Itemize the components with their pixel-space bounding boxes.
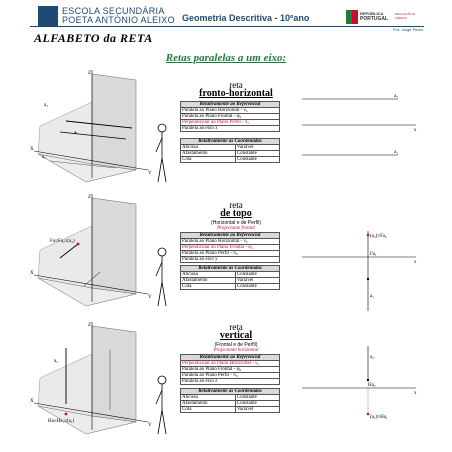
epure3-mid-label: Ha₂	[368, 383, 376, 388]
coord-value: Constante	[235, 157, 279, 163]
observer-figure-icon	[156, 124, 166, 182]
line1-label: reta	[229, 80, 243, 90]
coord-value: Constante	[235, 395, 279, 401]
fig3-y-label: Y	[148, 423, 152, 428]
ref-row: Perpendicular ao Plano Horizontal - ν₀	[181, 361, 280, 367]
coord-key: Abcissa	[181, 272, 236, 278]
epure2-bottom-label: a₁	[370, 294, 374, 299]
coord-key: Abcissa	[181, 395, 236, 401]
observer-figure-icon	[156, 248, 166, 306]
line2-ref-table	[180, 232, 280, 263]
line3-coord-table	[180, 388, 280, 413]
line3-projectante: Projectante horizontal	[213, 348, 259, 353]
fig1-a-label: a	[74, 131, 77, 136]
coord-key: Cota	[181, 407, 236, 413]
line1-coord-table	[180, 138, 280, 163]
line3-label: reta	[229, 322, 243, 332]
ref-row: Perpendicular ao Plano Frontal - φ₀	[181, 245, 280, 251]
coord-key: Cota	[181, 157, 236, 163]
line3-subtitle: (Frontal e de Perfil)	[214, 342, 258, 348]
ref-header: Relativamente ao Referencial	[181, 233, 280, 239]
fig1-x-label: X	[30, 147, 34, 152]
coord-value: Constante	[235, 151, 279, 157]
ref-row: Paralela ao Plano Frontal - φ₀	[181, 367, 280, 373]
epure1-axis-label: x	[414, 128, 417, 133]
line2-label: reta	[229, 200, 243, 210]
epure-vertical	[300, 340, 420, 435]
coord-key: Abcissa	[181, 145, 236, 151]
fig2-y-label: Y	[148, 295, 152, 300]
observer-figure-icon	[156, 376, 166, 434]
ref-header: Relativamente ao Referencial	[181, 355, 280, 361]
line2-projectante: Projectante frontal	[217, 226, 255, 231]
fig1-a2-label: a₂	[44, 103, 48, 108]
ref-row: Paralela ao eixo x	[181, 126, 280, 132]
line3-name: vertical	[219, 330, 253, 341]
school-name-line1: ESCOLA SECUNDÁRIA	[62, 6, 165, 16]
author-credit: Por: Jorge Pedro	[393, 27, 424, 32]
line1-name: fronto-horizontal	[199, 88, 273, 99]
coord-key: Cota	[181, 284, 236, 290]
line2-subtitle: (Horizontal e de Perfil)	[211, 220, 261, 226]
school-name-line2: POETA ANTÓNIO ALEIXO	[62, 15, 175, 25]
ref-row: Paralela ao Plano Frontal - φ₀	[181, 114, 280, 120]
school-logo-icon	[38, 6, 58, 26]
epure1-top-label: a₂	[394, 94, 398, 99]
fig3-ha-label: Ha≡Ha₁≡(a₁)	[48, 419, 75, 424]
ref-row: Paralela ao Plano Perfil - π₀	[181, 373, 280, 379]
fig3-x-label: X	[30, 399, 34, 404]
epure2-axis-label: x	[414, 260, 417, 265]
epure3-bottom-label: (a₁)≡Ha₁	[370, 415, 388, 420]
course-title: Geometria Descritiva - 10ºano	[182, 13, 310, 23]
ref-header: Relativamente ao Referencial	[181, 102, 280, 108]
line2-name: de topo	[220, 208, 252, 219]
line1-ref-table	[180, 101, 280, 132]
ref-row: Perpendicular ao Plano Perfil - π₀	[181, 120, 280, 126]
epure-de-topo	[300, 225, 420, 325]
fig1-a1-label: a₁	[42, 155, 46, 160]
fig1-z-label: Z	[88, 71, 92, 76]
epure2-top-label: (a₂)≡Fa₂	[370, 234, 387, 239]
coord-header: Relativamente às Coordenadas	[181, 266, 280, 272]
ref-row: Paralela ao eixo z	[181, 379, 280, 385]
ref-row: Paralela ao eixo y	[181, 257, 280, 263]
coord-value: Constante	[235, 401, 279, 407]
coord-key: Afastamento	[181, 278, 236, 284]
ref-row: Paralela ao Plano Perfil - π₀	[181, 251, 280, 257]
fig1-y-label: Y	[148, 171, 152, 176]
gov-line1: REPÚBLICA	[360, 11, 384, 16]
epure3-top-label: a₂	[370, 355, 374, 360]
coord-header: Relativamente às Coordenadas	[181, 389, 280, 395]
coord-value: Constante	[235, 272, 279, 278]
coord-value: Constante	[235, 284, 279, 290]
fig3-z-label: Z	[88, 323, 92, 328]
coord-value: Variável	[235, 407, 279, 413]
gov-ministry: EDUCAÇÃO E CIÊNCIA	[395, 12, 415, 20]
header-divider	[30, 26, 424, 27]
coord-key: Afastamento	[181, 151, 236, 157]
epure1-bottom-label: a₁	[394, 150, 398, 155]
fig3-a2-label: a₂	[54, 359, 58, 364]
fig2-z-label: Z	[88, 195, 92, 200]
line2-coord-table	[180, 265, 280, 290]
ref-row: Paralela ao Plano Horizontal - ν₀	[181, 108, 280, 114]
fig2-x-label: X	[30, 271, 34, 276]
document-title: ALFABETO da RETA	[34, 31, 153, 45]
epure2-mid-label: Fa₁	[370, 252, 377, 257]
epure3-axis-label: x	[414, 391, 417, 396]
page-header	[0, 0, 452, 30]
section-title: Retas paralelas a um eixo:	[165, 52, 287, 64]
coord-value: Variável	[235, 278, 279, 284]
ref-row: Paralela ao Plano Horizontal - ν₀	[181, 239, 280, 245]
gov-flag-red-icon	[352, 10, 358, 24]
coord-key: Afastamento	[181, 401, 236, 407]
fig-vertical	[30, 318, 175, 443]
fig2-fa-label: Fa≡Fa₂≡(a₂)	[50, 239, 75, 244]
coord-header: Relativamente às Coordenadas	[181, 139, 280, 145]
fig-de-topo	[30, 190, 175, 315]
gov-line2: PORTUGAL	[360, 16, 389, 22]
epure-fronto-horizontal	[300, 85, 420, 165]
fig-fronto-horizontal	[30, 66, 175, 191]
coord-value: Variável	[235, 145, 279, 151]
line3-ref-table	[180, 354, 280, 385]
